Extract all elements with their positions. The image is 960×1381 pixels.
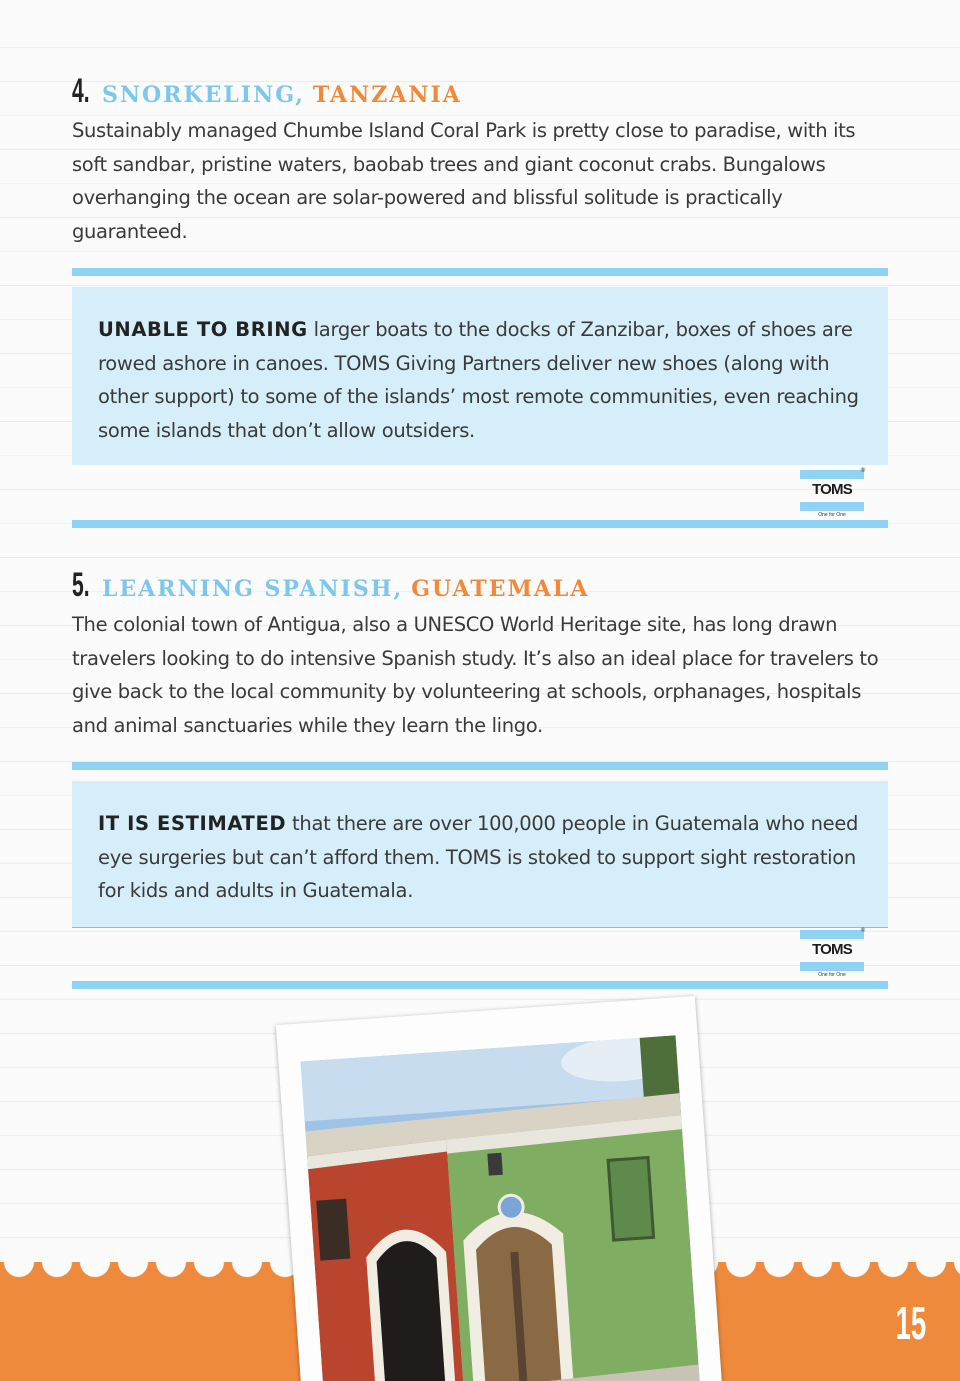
section-4-body: Sustainably managed Chumbe Island Coral Park is pretty close to paradise, with its soft sandbar, pristine waters, baobab trees and giant coconut crabs. Bungalows overhanging the ocean are solar-powered and blissful solitude is practically guaranteed. xyxy=(72,119,856,243)
page-number: 15 xyxy=(895,1297,926,1349)
antigua-street-illustration xyxy=(300,1035,700,1381)
section-5-callout-text xyxy=(98,807,860,908)
toms-logo-word: TOMS xyxy=(812,481,852,498)
antigua-photo xyxy=(276,996,724,1381)
section-5-title-place: GUATEMALA xyxy=(411,576,590,602)
section-4-callout-top-bar xyxy=(72,268,888,276)
section-4-number: 4. xyxy=(72,72,90,110)
toms-logo-2-word: TOMS xyxy=(812,941,852,958)
section-4-bottom-bar xyxy=(72,520,888,528)
section-5-callout-body: that there are over 100,000 people in Guatemala who need eye surgeries but can’t afford them. TOMS is stoked to support sight restoration for kids and adults in Guatemala. xyxy=(98,812,859,902)
section-5-heading xyxy=(72,566,589,602)
toms-logo-2-trademark: ® xyxy=(860,927,866,934)
toms-logo-2 xyxy=(800,927,866,980)
toms-logo xyxy=(800,467,866,520)
section-4-callout-body: larger boats to the docks of Zanzibar, boxes of shoes are rowed ashore in canoes. TOMS Giving Partners deliver new shoes (along with other support) to some of the islands’ most remote communities, even reaching some islands that don’t allow outsiders. xyxy=(98,318,859,442)
section-5-callout-lead: IT IS ESTIMATED xyxy=(98,812,287,835)
toms-logo-tagline: One for One xyxy=(818,512,846,518)
section-5-number: 5. xyxy=(72,566,90,604)
section-5-body: The colonial town of Antigua, also a UNESCO World Heritage site, has long drawn travelers looking to do intensive Spanish study. It’s also an ideal place for travelers to give back to the local community by volunteering at schools, orphanages, hospitals and animal sanctuaries while they learn the lingo. xyxy=(72,613,879,737)
section-4-title-place: TANZANIA xyxy=(312,82,462,108)
section-4-callout-text xyxy=(98,313,860,447)
section-4-callout-lead: UNABLE TO BRING xyxy=(98,318,308,341)
toms-logo-trademark: ® xyxy=(860,467,866,474)
section-5-callout xyxy=(72,781,888,927)
section-4-heading xyxy=(72,72,462,108)
toms-logo-2-tagline: One for One xyxy=(818,972,846,978)
section-5-callout-rule xyxy=(72,927,888,928)
section-5-callout-top-bar xyxy=(72,762,888,770)
section-5-title-activity: LEARNING SPANISH, xyxy=(102,576,404,602)
section-4-title-activity: SNORKELING, xyxy=(102,82,305,108)
section-5-bottom-bar xyxy=(72,981,888,989)
section-4-callout xyxy=(72,287,888,465)
